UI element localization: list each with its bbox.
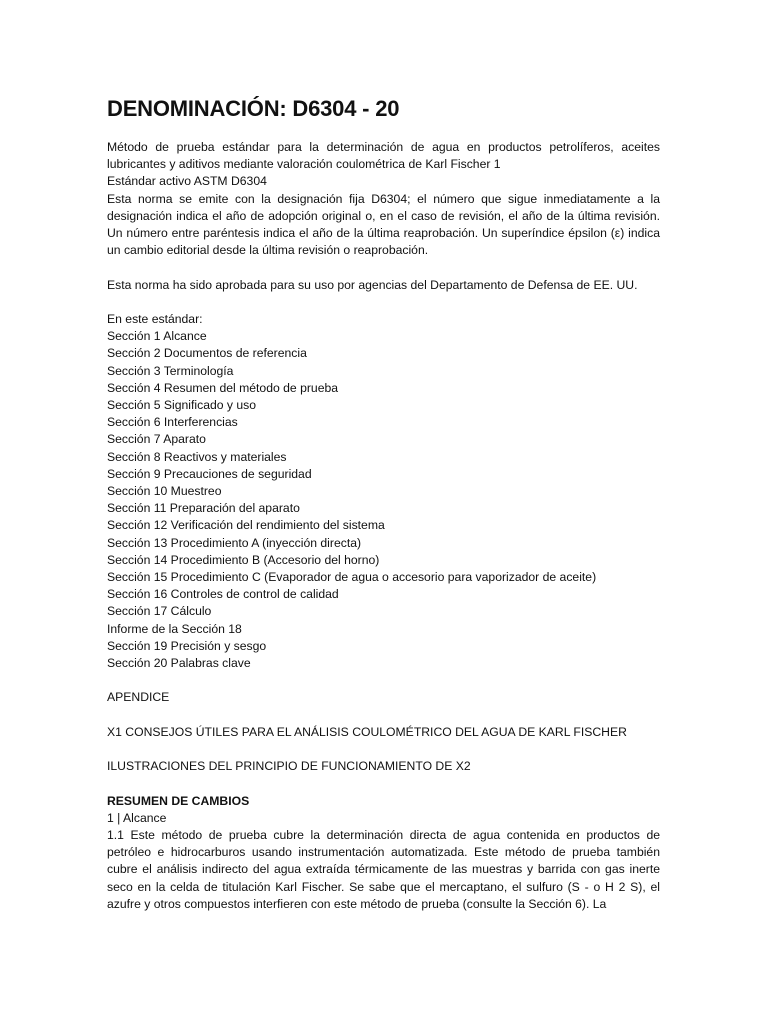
section-item: Informe de la Sección 18 (107, 621, 242, 636)
changes-heading: RESUMEN DE CAMBIOS (107, 793, 250, 808)
section-item: Sección 5 Significado y uso (107, 398, 257, 413)
appendix-x1: X1 CONSEJOS ÚTILES PARA EL ANÁLISIS COULOMÉTRICO DEL AGUA DE KARL FISCHER (107, 724, 627, 739)
section-item: Sección 9 Precauciones de seguridad (107, 466, 312, 481)
section-item: Sección 15 Procedimiento C (Evaporador de agua o accesorio para vaporizador de aceite) (107, 570, 597, 585)
approval-note: Esta norma ha sido aprobada para su uso por agencias del Departamento de Defensa de EE. UU. (107, 277, 638, 292)
section-item: Sección 6 Interferencias (107, 415, 238, 430)
section-item: Sección 16 Controles de control de calidad (107, 587, 339, 602)
section-item: Sección 14 Procedimiento B (Accesorio del horno) (107, 552, 380, 567)
section-list (107, 328, 660, 672)
section-item: Sección 4 Resumen del método de prueba (107, 380, 339, 395)
intro-description: Método de prueba estándar para la determinación de agua en productos petrolíferos, aceites lubricantes y aditivos mediante valoración coulométrica de Karl Fischer 1 (107, 140, 660, 172)
appendix-x2: ILUSTRACIONES DEL PRINCIPIO DE FUNCIONAMIENTO DE X2 (107, 759, 471, 774)
section-item: Sección 19 Precisión y sesgo (107, 638, 267, 653)
section-item: Sección 8 Reactivos y materiales (107, 449, 287, 464)
section-item: Sección 7 Aparato (107, 432, 206, 447)
active-standard: Estándar activo ASTM D6304 (107, 174, 267, 189)
section-item: Sección 20 Palabras clave (107, 656, 251, 671)
scope-text: 1.1 Este método de prueba cubre la determinación directa de agua contenida en productos de petróleo e hidrocarburos usando instrumentación automatizada. Este método de prueba también cubre el análisis indirecto del agua extraída térmicamente de las muestras y barrida con gas inerte seco en la celda de titulación Karl Fischer. Se sabe que el mercaptano, el sulfuro (S - o H 2 S), el azufre y otros compuestos interfieren con este método de prueba (consulte la Sección 6). La (107, 828, 660, 911)
section-item: Sección 1 Alcance (107, 329, 207, 344)
section-item: Sección 12 Verificación del rendimiento del sistema (107, 518, 385, 533)
appendix-heading: APENDICE (107, 690, 170, 705)
document-title: DENOMINACIÓN: D6304 - 20 (107, 96, 400, 121)
section-item: Sección 17 Cálculo (107, 604, 212, 619)
document-page (107, 96, 660, 913)
designation-note: Esta norma se emite con la designación fija D6304; el número que sigue inmediatamente a la designación indica el año de adopción original o, en el caso de revisión, el año de la última revisión. Un número entre paréntesis indica el año de la última reaprobación. Un superíndice épsilon (ε) indica un cambio editorial desde la última revisión o reaprobación. (107, 191, 660, 258)
scope-heading: 1 | Alcance (107, 810, 167, 825)
section-item: Sección 3 Terminología (107, 363, 234, 378)
section-item: Sección 11 Preparación del aparato (107, 501, 300, 516)
section-item: Sección 2 Documentos de referencia (107, 346, 307, 361)
section-item: Sección 13 Procedimiento A (inyección directa) (107, 535, 362, 550)
contents-heading: En este estándar: (107, 312, 203, 326)
section-item: Sección 10 Muestreo (107, 484, 222, 499)
